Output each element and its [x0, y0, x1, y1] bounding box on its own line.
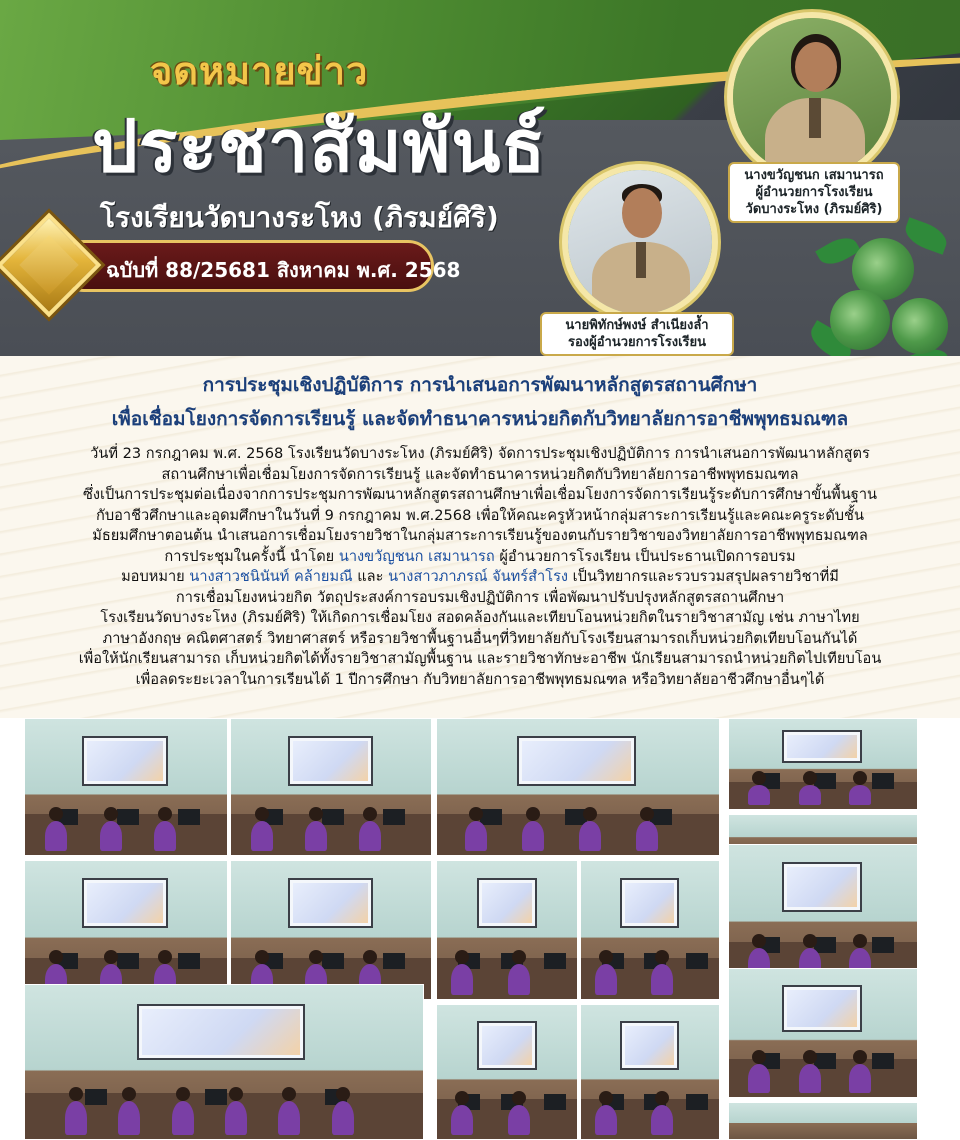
classroom-photo	[728, 1102, 918, 1140]
photo-collage	[0, 718, 960, 1140]
deputy-photo	[562, 164, 718, 320]
body-line	[14, 547, 946, 568]
body-text: การประชุมในครั้งนี้ นำโดย	[164, 547, 339, 565]
body-line: ซึ่งเป็นการประชุมต่อเนื่องจากการประชุมการพัฒนาหลักสูตรสถานศึกษาเพื่อเชื่อมโยงการจัดการเรียนรู้ระดับการศึกษาขั้นพื้นฐาน	[83, 486, 877, 503]
classroom-photo	[230, 718, 432, 856]
body-line	[14, 567, 946, 588]
body-line: ภาษาอังกฤษ คณิตศาสตร์ วิทยาศาสตร์ หรือรายวิชาพื้นฐานอื่นๆที่วิทยาลัยกับโรงเรียนสามารถเก็บหน่วยกิตเทียบโอนกันได้	[102, 629, 858, 647]
body-line: มัธยมศึกษาตอนต้น นำเสนอการเชื่อมโยงรายวิชาในกลุ่มสาระการเรียนรู้ของตนกับรายวิชาของวิทยาลัยการอาชีพพุทธมณฑล	[92, 527, 868, 544]
issue-number: ฉบับที่ 88/25681 สิงหาคม พ.ศ. 2568	[106, 258, 461, 282]
classroom-photo	[436, 718, 720, 856]
classroom-photo	[580, 860, 720, 1000]
body-text: ผู้อำนวยการโรงเรียน เป็นประธานเปิดการอบรม	[494, 547, 796, 565]
classroom-photo	[728, 844, 918, 984]
classroom-photo	[24, 984, 424, 1140]
body-line: กับอาชีวศึกษาและอุดมศึกษาในวันที่ 9 กรกฎาคม พ.ศ.2568 เพื่อให้คณะครูหัวหน้ากลุ่มสาระการเรียนรู้และคณะครูระดับชั้น	[96, 506, 864, 524]
director-name: นางขวัญชนก เสมานารถ	[744, 168, 884, 183]
deputy-name: นายพิทักษ์พงษ์ สำเนียงล้ำ	[565, 318, 709, 333]
school-name: โรงเรียนวัดบางระโหง (ภิรมย์ศิริ)	[100, 201, 499, 234]
article-body	[14, 444, 946, 690]
body-line: วันที่ 23 กรกฎาคม พ.ศ. 2568 โรงเรียนวัดบางระโหง (ภิรมย์ศิริ) จัดการประชุมเชิงปฏิบัติการ การนำเสนอการพัฒนาหลักสูตร	[90, 445, 870, 462]
classroom-photo	[230, 860, 432, 1000]
body-text: และ	[352, 568, 389, 585]
classroom-photo	[436, 1004, 578, 1140]
deputy-caption	[540, 312, 734, 356]
newsletter-label: จดหมายข่าว	[150, 49, 369, 93]
classroom-photo	[580, 1004, 720, 1140]
body-line: สถานศึกษาเพื่อเชื่อมโยงการจัดการเรียนรู้ และจัดทำธนาคารหน่วยกิตกับวิทยาลัยการอาชีพพุทธมณฑล	[161, 465, 799, 483]
article-headline: การประชุมเชิงปฏิบัติการ การนำเสนอการพัฒนาหลักสูตรสถานศึกษา	[202, 374, 758, 396]
body-line: เพื่อลดระยะเวลาในการเรียนได้ 1 ปีการศึกษา กับวิทยาลัยการอาชีพพุทธมณฑล หรือวิทยาลัยอาชีวศึกษาอื่นๆได้	[135, 670, 825, 688]
director-school: วัดบางระโหง (ภิรมย์ศิริ)	[745, 202, 883, 217]
body-line: เพื่อให้นักเรียนสามารถ เก็บหน่วยกิตได้ทั้งรายวิชาสามัญพื้นฐาน และรายวิชาทักษะอาชีพ นักเรียนสามารถนำหน่วยกิตไปเทียบโอน	[78, 650, 882, 667]
article-subheadline: เพื่อเชื่อมโยงการจัดการเรียนรู้ และจัดทำธนาคารหน่วยกิตกับวิทยาลัยการอาชีพพุทธมณฑล	[111, 408, 849, 430]
director-role: ผู้อำนวยการโรงเรียน	[755, 185, 873, 200]
speaker-name-highlight: นางสาวภาภรณ์ จันทร์สำโรง	[388, 568, 569, 585]
body-line: โรงเรียนวัดบางระโหง (ภิรมย์ศิริ) ให้เกิดการเชื่อมโยง สอดคล้องกันและเทียบโอนหน่วยกิตในรายวิชาสามัญ เช่น ภาษาไทย	[100, 609, 860, 626]
page-title: ประชาสัมพันธ์	[92, 104, 547, 188]
director-photo	[727, 12, 897, 182]
speaker-name-highlight: นางสาวชนินันท์ คล้ายมณี	[189, 568, 353, 585]
classroom-photo	[24, 860, 228, 1000]
classroom-photo	[728, 718, 918, 810]
classroom-photo	[728, 968, 918, 1098]
director-caption	[728, 162, 900, 223]
body-line: การเชื่อมโยงหน่วยกิต วัตถุประสงค์การอบรมเชิงปฏิบัติการ เพื่อพัฒนาปรับปรุงหลักสูตรสถานศึกษา	[175, 588, 785, 606]
classroom-photo	[24, 718, 228, 856]
classroom-photo	[436, 860, 578, 1000]
deputy-role: รองผู้อำนวยการโรงเรียน	[567, 335, 707, 350]
director-name-highlight: นางขวัญชนก เสมานารถ	[338, 547, 495, 565]
body-text: เป็นวิทยากรและรวบรวมสรุปผลรายวิชาที่มี	[568, 568, 839, 585]
body-text: มอบหมาย	[121, 568, 190, 585]
